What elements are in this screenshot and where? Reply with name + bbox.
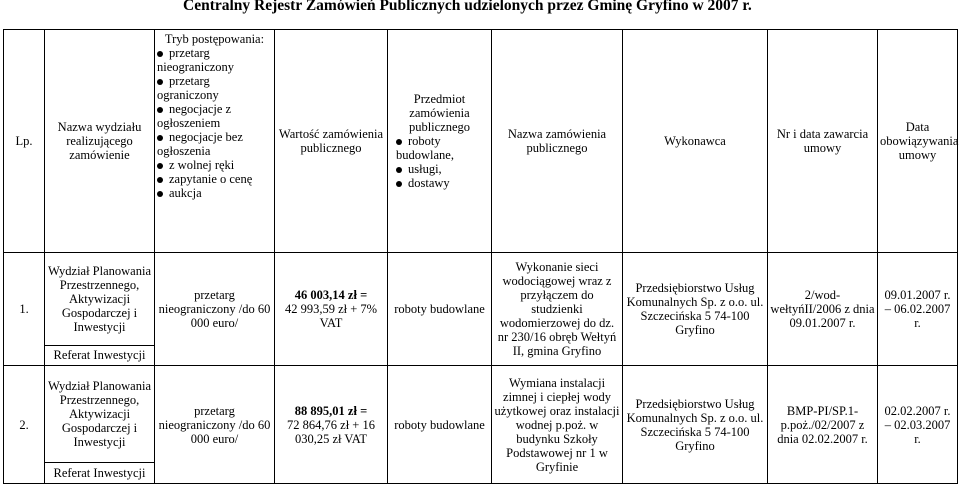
table-row xyxy=(4,253,958,366)
mode-option: zapytanie o cenę xyxy=(157,172,272,186)
mode-option: przetarg nieograniczony xyxy=(157,46,235,74)
mode-option: negocjacje bez ogłoszenia xyxy=(157,130,243,158)
cell-subject: roboty budowlane xyxy=(388,253,492,366)
cell-name: Wykonanie sieci wodociągowej wraz z przyłączem do studzienki wodomierzowej do dz. nr 230/16 obręb Wełtyń II, gmina Gryfino xyxy=(492,253,623,366)
header-contractor: Wykonawca xyxy=(623,30,768,253)
cell-contract-no: BMP-PI/SP.1-p.poż./02/2007 z dnia 02.02.2007 r. xyxy=(768,366,878,484)
subject-option: usługi, xyxy=(396,162,489,176)
cell-value xyxy=(275,253,388,366)
mode-option: aukcja xyxy=(157,186,272,200)
cell-contract-no: 2/wod-wełtyńII/2006 z dnia 09.01.2007 r. xyxy=(768,253,878,366)
bullet-icon xyxy=(157,163,163,169)
cell-unit-main: Wydział Planowania Przestrzennego, Aktywizacji Gospodarczej i Inwestycji xyxy=(47,264,152,334)
cell-unit xyxy=(45,366,155,484)
cell-contractor: Przedsiębiorstwo Usług Komunalnych Sp. z o.o. ul. Szczecińska 5 74-100 Gryfino xyxy=(623,253,768,366)
table-row xyxy=(4,366,958,484)
header-mode-title: Tryb postępowania: xyxy=(164,32,265,46)
header-mode xyxy=(155,30,275,253)
mode-option: z wolnej ręki xyxy=(157,158,272,172)
cell-lp: 2. xyxy=(4,366,45,484)
bullet-icon xyxy=(157,191,163,197)
header-subject-title: Przedmiot zamówienia publicznego xyxy=(408,92,471,134)
header-name: Nazwa zamówienia publicznego xyxy=(492,30,623,253)
cell-name: Wymiana instalacji zimnej i ciepłej wody użytkowej oraz instalacji wodnej p.poż. w budynku Szkoły Podstawowej nr 1 w Gryfinie xyxy=(492,366,623,484)
page-title xyxy=(0,0,959,20)
cell-value-net: 72 864,76 zł + 16 030,25 zł VAT xyxy=(287,417,375,446)
cell-value-gross: 88 895,01 zł = xyxy=(294,403,368,418)
bullet-icon xyxy=(157,51,163,57)
cell-validity: 02.02.2007 r. – 02.03.2007 r. xyxy=(878,366,958,484)
page-title-text: Centralny Rejestr Zamówień Publicznych udzielonych przez Gminę Gryfino w 2007 r. xyxy=(183,0,752,14)
cell-subject: roboty budowlane xyxy=(388,366,492,484)
subject-option: dostawy xyxy=(396,176,489,190)
mode-options-list xyxy=(157,46,272,200)
cell-value xyxy=(275,366,388,484)
cell-value-gross: 46 003,14 zł = xyxy=(294,288,368,302)
cell-contractor: Przedsiębiorstwo Usług Komunalnych Sp. z o.o. ul. Szczecińska 5 74-100 Gryfino xyxy=(623,366,768,484)
cell-mode: przetarg nieograniczony /do 60 000 euro/ xyxy=(155,253,275,366)
header-value: Wartość zamówienia publicznego xyxy=(275,30,388,253)
bullet-icon xyxy=(157,79,163,85)
subject-option: roboty budowlane, xyxy=(396,134,454,162)
bullet-icon xyxy=(396,181,402,187)
bullet-icon xyxy=(396,167,402,173)
header-row xyxy=(4,30,958,253)
bullet-icon xyxy=(157,135,163,141)
cell-sub-unit: Referat Inwestycji xyxy=(45,345,154,365)
cell-lp: 1. xyxy=(4,253,45,366)
header-unit: Nazwa wydziału realizującego zamówienie xyxy=(45,30,155,253)
header-contract-no: Nr i data zawarcia umowy xyxy=(768,30,878,253)
cell-unit-main: Wydział Planowania Przestrzennego, Aktywizacji Gospodarczej i Inwestycji xyxy=(47,379,152,449)
header-lp: Lp. xyxy=(4,30,45,253)
cell-mode: przetarg nieograniczony /do 60 000 euro/ xyxy=(155,366,275,484)
mode-option: przetarg ograniczony xyxy=(157,74,219,102)
cell-value-net: 42 993,59 zł + 7% VAT xyxy=(284,302,378,330)
subject-options-list xyxy=(390,134,489,190)
bullet-icon xyxy=(396,139,402,145)
cell-sub-unit: Referat Inwestycji xyxy=(45,462,154,483)
header-subject xyxy=(388,30,492,253)
bullet-icon xyxy=(157,107,163,113)
cell-unit xyxy=(45,253,155,366)
cell-validity: 09.01.2007 r. – 06.02.2007 r. xyxy=(878,253,958,366)
header-validity: Data obowiązywania umowy xyxy=(878,30,958,253)
bullet-icon xyxy=(157,177,163,183)
mode-option: negocjacje z ogłoszeniem xyxy=(157,102,232,130)
register-table xyxy=(3,29,958,484)
